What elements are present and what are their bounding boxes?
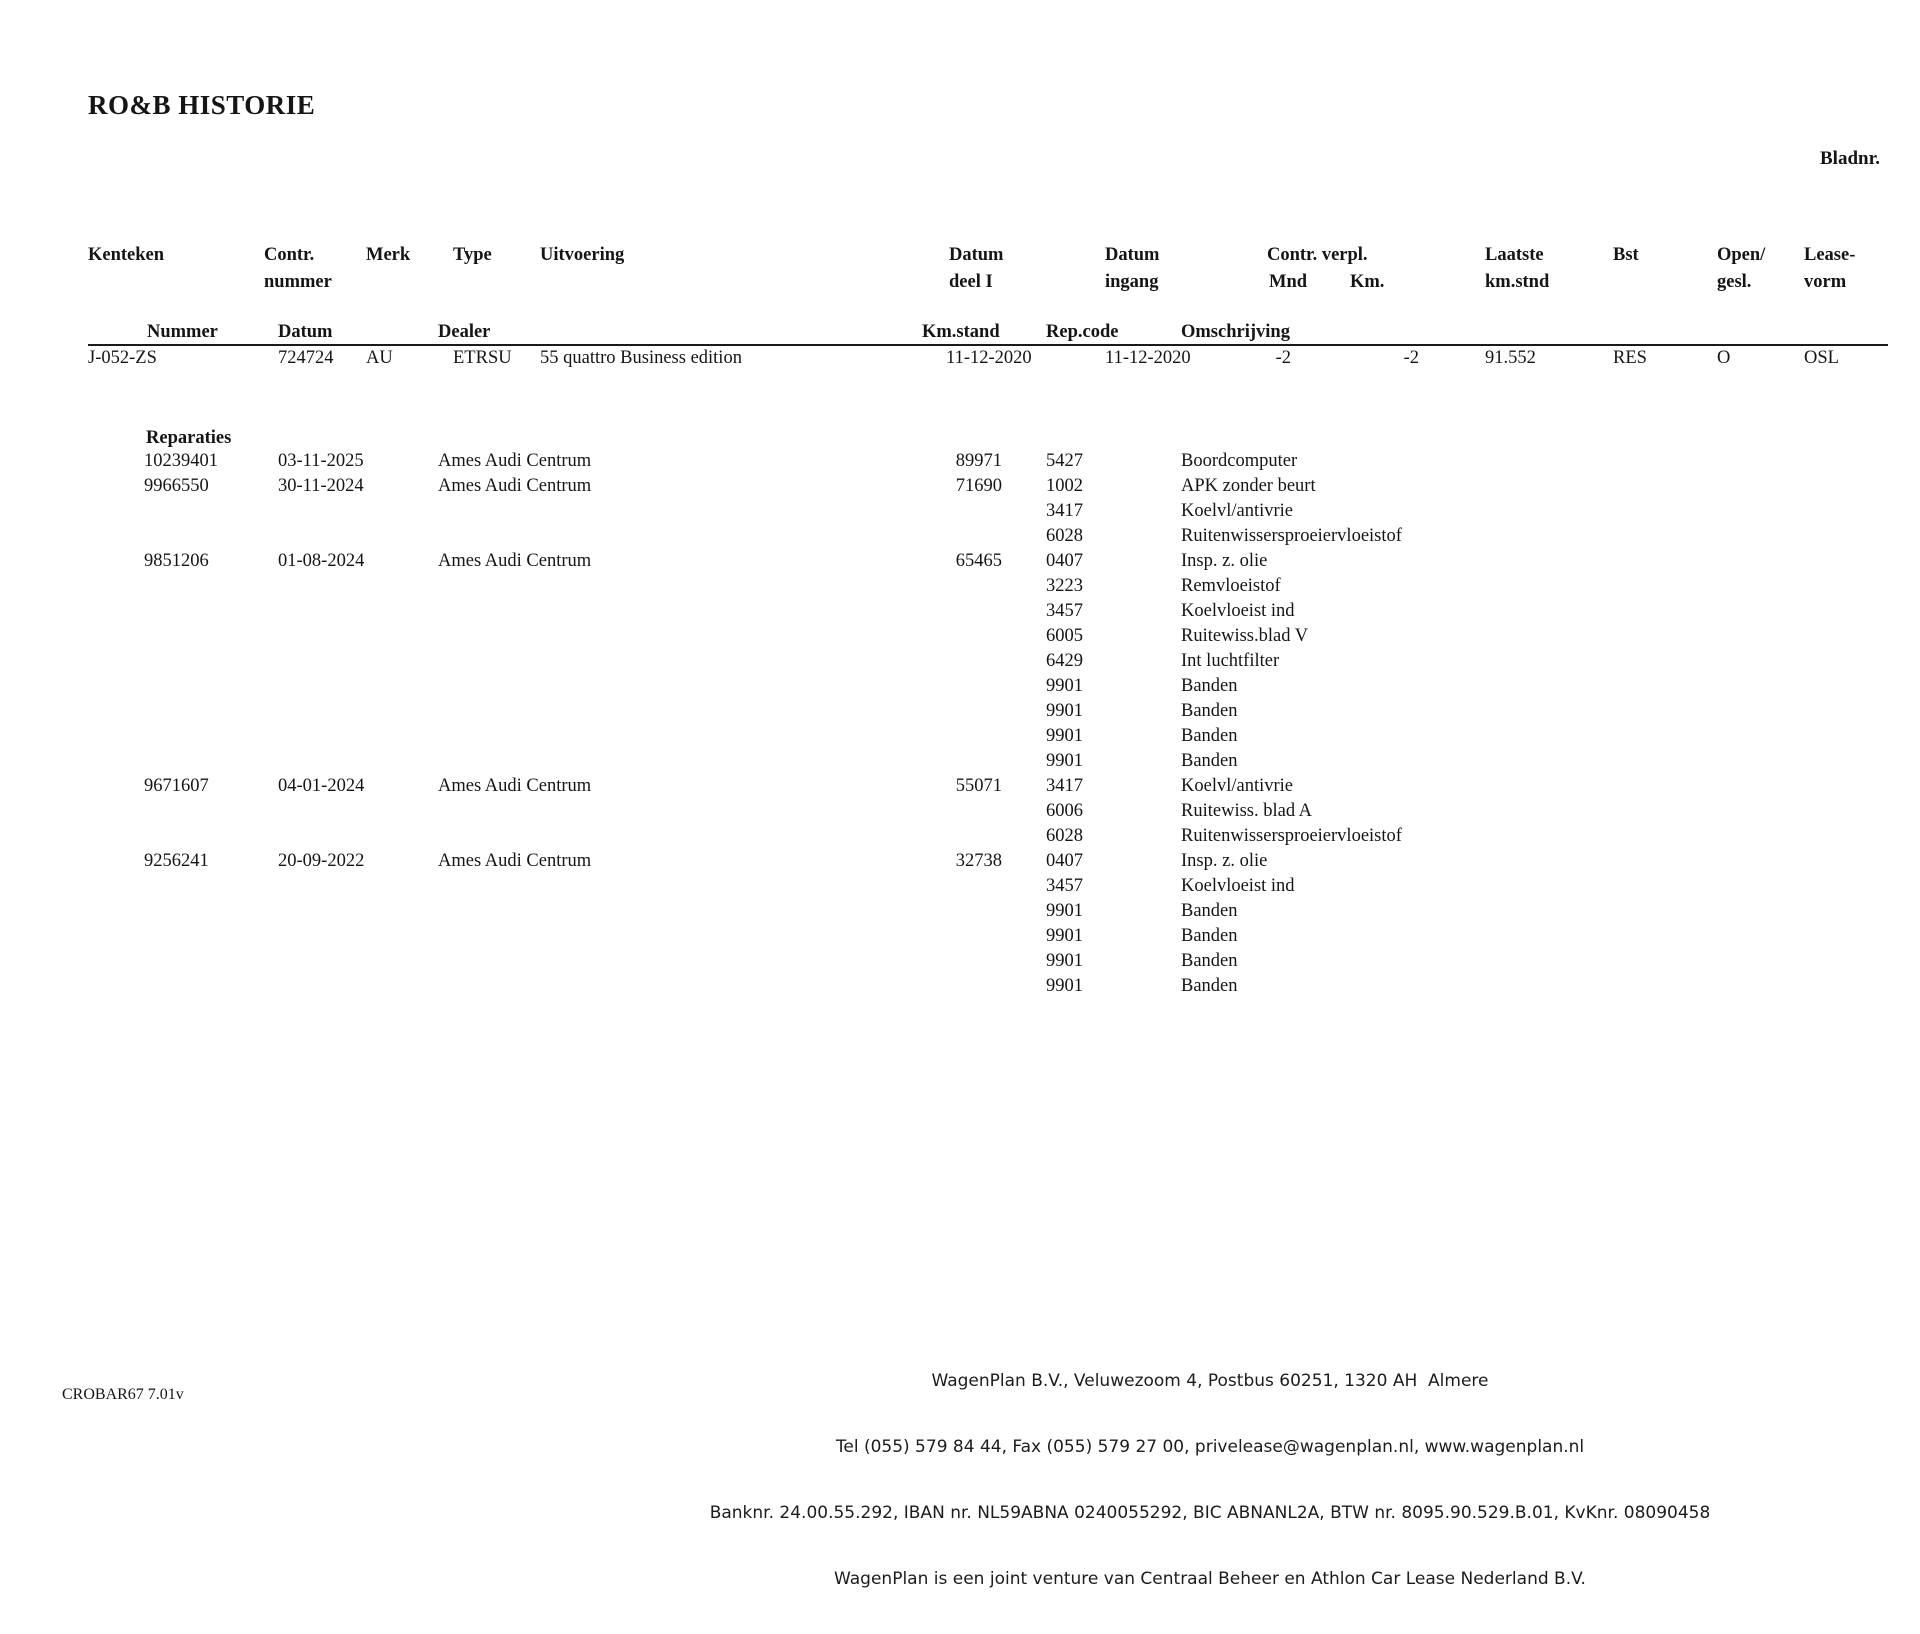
repair-rep-code: 6006 [1046, 801, 1083, 821]
repair-datum: 30-11-2024 [278, 476, 364, 496]
repair-omschrijving: Banden [1181, 976, 1238, 996]
repair-rep-code: 6028 [1046, 526, 1083, 546]
footer-address-line: WagenPlan B.V., Veluwezoom 4, Postbus 60251, 1320 AH Almere [931, 1371, 1489, 1391]
repair-omschrijving: Boordcomputer [1181, 451, 1298, 471]
repair-row [0, 750, 1920, 775]
repair-row [0, 625, 1920, 650]
repair-dealer: Ames Audi Centrum [438, 476, 592, 496]
contract-leasevorm: OSL [1804, 348, 1839, 368]
footer-bank-line: Banknr. 24.00.55.292, IBAN nr. NL59ABNA 0240055292, BIC ABNANL2A, BTW nr. 8095.90.529.B.01, KvKnr. 08090458 [709, 1503, 1711, 1523]
repair-rep-code: 1002 [1046, 476, 1083, 496]
repair-rep-code: 3223 [1046, 576, 1083, 596]
repair-omschrijving: Ruitenwissersproeiervloeistof [1181, 526, 1402, 546]
col-header-vorm: vorm [1804, 272, 1847, 292]
repair-rep-code: 6005 [1046, 626, 1083, 646]
repair-row [0, 525, 1920, 550]
repair-row [0, 450, 1920, 475]
repair-rep-code: 0407 [1046, 551, 1083, 571]
repair-rep-code: 3417 [1046, 776, 1083, 796]
repair-rep-code: 3457 [1046, 601, 1083, 621]
repair-nummer: 10239401 [144, 451, 218, 471]
repair-rep-code: 5427 [1046, 451, 1083, 471]
repair-dealer: Ames Audi Centrum [438, 851, 592, 871]
footer [560, 1326, 1860, 1634]
repair-row [0, 500, 1920, 525]
contract-uitvoering: 55 quattro Business edition [540, 348, 742, 368]
repair-rep-code: 6429 [1046, 651, 1083, 671]
repair-omschrijving: Banden [1181, 751, 1238, 771]
repair-rep-code: 3457 [1046, 876, 1083, 896]
col-header-lease: Lease- [1804, 245, 1856, 265]
repair-omschrijving: Koelvl/antivrie [1181, 501, 1293, 521]
repair-nummer: 9851206 [144, 551, 209, 571]
col-header-gesl: gesl. [1717, 272, 1752, 292]
repair-rep-code: 9901 [1046, 676, 1083, 696]
col-header-omschrijving: Omschrijving [1181, 322, 1290, 342]
repair-datum: 03-11-2025 [278, 451, 364, 471]
repair-km-stand: 71690 [955, 476, 1002, 496]
repair-rep-code: 9901 [1046, 976, 1083, 996]
col-header-deel-1: deel I [949, 272, 993, 292]
repair-row [0, 825, 1920, 850]
repair-row [0, 700, 1920, 725]
col-header-bst: Bst [1613, 245, 1639, 265]
repair-omschrijving: Ruitenwissersproeiervloeistof [1181, 826, 1402, 846]
col-header-mnd: Mnd [1269, 272, 1308, 292]
col-header-dealer: Dealer [438, 322, 491, 342]
repair-rep-code: 6028 [1046, 826, 1083, 846]
contract-merk: AU [366, 348, 393, 368]
col-header-km: Km. [1350, 272, 1385, 292]
repair-omschrijving: Koelvloeist ind [1181, 876, 1295, 896]
repair-omschrijving: Remvloeistof [1181, 576, 1281, 596]
repair-km-stand: 89971 [955, 451, 1002, 471]
program-version-label: CROBAR67 7.01v [62, 1386, 184, 1403]
repair-row [0, 600, 1920, 625]
page-title: RO&B HISTORIE [88, 90, 316, 120]
repair-omschrijving: Banden [1181, 726, 1238, 746]
repair-rep-code: 9901 [1046, 726, 1083, 746]
repair-row [0, 550, 1920, 575]
contract-verpl-km: -2 [1403, 348, 1419, 368]
repair-dealer: Ames Audi Centrum [438, 776, 592, 796]
repair-omschrijving: Banden [1181, 901, 1238, 921]
contract-bst: RES [1613, 348, 1647, 368]
repair-omschrijving: Banden [1181, 676, 1238, 696]
repair-rep-code: 9901 [1046, 751, 1083, 771]
reparaties-heading: Reparaties [146, 428, 232, 448]
repairs-table [0, 450, 1920, 1000]
repair-rep-code: 9901 [1046, 926, 1083, 946]
col-header-contr-nummer: nummer [264, 272, 332, 292]
repair-row [0, 775, 1920, 800]
repair-omschrijving: Insp. z. olie [1181, 551, 1268, 571]
repair-omschrijving: Insp. z. olie [1181, 851, 1268, 871]
repair-dealer: Ames Audi Centrum [438, 451, 592, 471]
repair-omschrijving: Koelvl/antivrie [1181, 776, 1293, 796]
contract-contr-nummer: 724724 [278, 348, 334, 368]
contract-verpl-mnd: -2 [1275, 348, 1291, 368]
col-header-contr-verpl: Contr. verpl. [1267, 245, 1368, 265]
repair-row [0, 725, 1920, 750]
repair-row [0, 475, 1920, 500]
repair-row [0, 875, 1920, 900]
col-header-datum-deel: Datum [949, 245, 1004, 265]
repair-dealer: Ames Audi Centrum [438, 551, 592, 571]
repair-rep-code: 9901 [1046, 901, 1083, 921]
contract-open-gesl: O [1717, 348, 1731, 368]
repair-nummer: 9966550 [144, 476, 209, 496]
repair-rep-code: 9901 [1046, 701, 1083, 721]
repair-km-stand: 55071 [955, 776, 1002, 796]
repair-nummer: 9671607 [144, 776, 209, 796]
repair-omschrijving: APK zonder beurt [1181, 476, 1316, 496]
col-header-open: Open/ [1717, 245, 1766, 265]
repair-omschrijving: Banden [1181, 951, 1238, 971]
repair-rep-code: 9901 [1046, 951, 1083, 971]
footer-jointventure-line: WagenPlan is een joint venture van Centraal Beheer en Athlon Car Lease Nederland B.V. [834, 1569, 1586, 1589]
repair-rep-code: 3417 [1046, 501, 1083, 521]
bladnr-label: Bladnr. [1820, 148, 1881, 169]
contract-datum-ingang: 11-12-2020 [1105, 348, 1191, 368]
repair-row [0, 850, 1920, 875]
repair-datum: 01-08-2024 [278, 551, 365, 571]
contract-laatste-km: 91.552 [1485, 348, 1536, 368]
repair-km-stand: 32738 [955, 851, 1002, 871]
col-header-uitvoering: Uitvoering [540, 245, 625, 265]
repair-datum: 20-09-2022 [278, 851, 365, 871]
col-header-datum: Datum [278, 322, 333, 342]
repair-km-stand: 65465 [955, 551, 1002, 571]
contract-type: ETRSU [453, 348, 512, 368]
col-header-laatste: Laatste [1485, 245, 1544, 265]
col-header-contr: Contr. [264, 245, 315, 265]
repair-row [0, 925, 1920, 950]
repair-omschrijving: Ruitewiss. blad A [1181, 801, 1313, 821]
repair-rep-code: 0407 [1046, 851, 1083, 871]
repair-omschrijving: Banden [1181, 926, 1238, 946]
footer-contact-line: Tel (055) 579 84 44, Fax (055) 579 27 00, privelease@wagenplan.nl, www.wagenplan.nl [835, 1437, 1585, 1457]
repair-row [0, 900, 1920, 925]
repair-omschrijving: Int luchtfilter [1181, 651, 1280, 671]
repair-row [0, 675, 1920, 700]
repair-row [0, 800, 1920, 825]
col-header-kenteken: Kenteken [88, 245, 165, 265]
repair-omschrijving: Ruitewiss.blad V [1181, 626, 1309, 646]
col-header-rep-code: Rep.code [1046, 322, 1119, 342]
col-header-nummer: Nummer [147, 322, 218, 342]
repair-nummer: 9256241 [144, 851, 209, 871]
repair-datum: 04-01-2024 [278, 776, 365, 796]
repair-row [0, 650, 1920, 675]
col-header-km-stnd: km.stnd [1485, 272, 1550, 292]
repair-omschrijving: Banden [1181, 701, 1238, 721]
col-header-merk: Merk [366, 245, 411, 265]
col-header-type: Type [453, 245, 492, 265]
contract-kenteken: J-052-ZS [88, 348, 157, 368]
col-header-datum-ingang: Datum [1105, 245, 1160, 265]
table-header-divider [88, 344, 1888, 346]
col-header-km-stand: Km.stand [922, 322, 1000, 342]
repair-omschrijving: Koelvloeist ind [1181, 601, 1295, 621]
repair-row [0, 975, 1920, 1000]
repair-row [0, 950, 1920, 975]
repair-row [0, 575, 1920, 600]
col-header-ingang: ingang [1105, 272, 1159, 292]
contract-datum-deel-1: 11-12-2020 [946, 348, 1032, 368]
